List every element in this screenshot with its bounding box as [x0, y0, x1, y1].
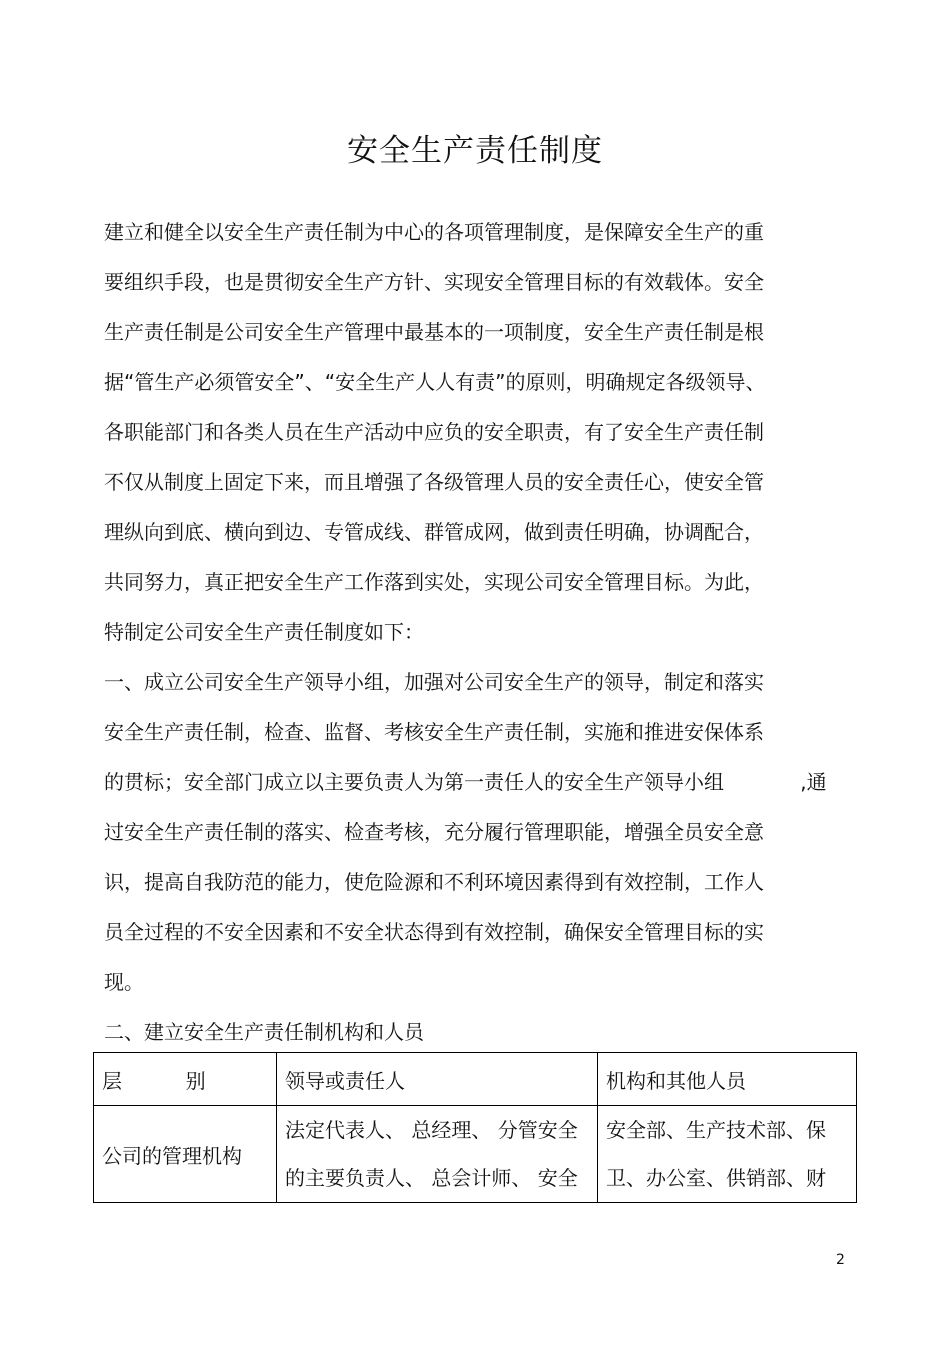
table-header-cell: 领导或责任人 — [277, 1053, 598, 1106]
table-cell-leaders — [277, 1106, 598, 1203]
paragraph-line: 不仅从制度上固定下来，而且增强了各级管理人员的安全责任心，使安全管 — [104, 470, 764, 494]
table-header-row — [94, 1053, 857, 1106]
table-cell-level: 公司的管理机构 — [94, 1106, 277, 1203]
page-number: 2 — [836, 1252, 845, 1268]
table-header-cell: 层 别 — [94, 1053, 277, 1106]
table-row — [94, 1106, 857, 1203]
table-header-cell: 机构和其他人员 — [598, 1053, 857, 1106]
paragraph-line: 共同努力，真正把安全生产工作落到实处，实现公司安全管理目标。为此， — [104, 570, 764, 594]
paragraph-line: 要组织手段，也是贯彻安全生产方针、实现安全管理目标的有效载体。安全 — [104, 270, 764, 294]
paragraph-line: 识，提高自我防范的能力，使危险源和不利环境因素得到有效控制，工作人 — [104, 870, 764, 894]
paragraph-line: 理纵向到底、横向到边、专管成线、群管成网，做到责任明确，协调配合， — [104, 520, 764, 544]
paragraph-line: 据“管生产必须管安全”、“安全生产人人有责”的原则，明确规定各级领导、 — [104, 370, 766, 394]
table-cell-others — [598, 1106, 857, 1203]
cell-text-line: 卫、办公室、供销部、财 — [606, 1166, 826, 1190]
paragraph-line: 各职能部门和各类人员在生产活动中应负的安全职责，有了安全生产责任制 — [104, 420, 764, 444]
cell-text-line: 的主要负责人、 总会计师、 安全 — [285, 1166, 578, 1190]
paragraph-line: 现。 — [104, 970, 144, 994]
cell-text-line: 法定代表人、 总经理、 分管安全 — [285, 1118, 578, 1142]
document-title: 安全生产责任制度 — [347, 133, 603, 169]
paragraph-line: 特制定公司安全生产责任制度如下： — [104, 620, 424, 644]
paragraph-line: 一、成立公司安全生产领导小组，加强对公司安全生产的领导，制定和落实 — [104, 670, 764, 694]
responsibility-table — [93, 1052, 857, 1203]
cell-text-line: 安全部、生产技术部、保 — [606, 1118, 826, 1142]
paragraph-line: 生产责任制是公司安全生产管理中最基本的一项制度，安全生产责任制是根 — [104, 320, 764, 344]
paragraph-line: 建立和健全以安全生产责任制为中心的各项管理制度，是保障安全生产的重 — [104, 220, 764, 244]
paragraph-line: 员全过程的不安全因素和不安全状态得到有效控制，确保安全管理目标的实 — [104, 920, 764, 944]
paragraph-line: 安全生产责任制，检查、监督、考核安全生产责任制，实施和推进安保体系 — [104, 720, 764, 744]
section-heading: 二、建立安全生产责任制机构和人员 — [104, 1020, 424, 1044]
paragraph-line: 过安全生产责任制的落实、检查考核，充分履行管理职能，增强全员安全意 — [104, 820, 764, 844]
paragraph-line: 的贯标；安全部门成立以主要负责人为第一责任人的安全生产领导小组 ,通 — [104, 770, 827, 794]
